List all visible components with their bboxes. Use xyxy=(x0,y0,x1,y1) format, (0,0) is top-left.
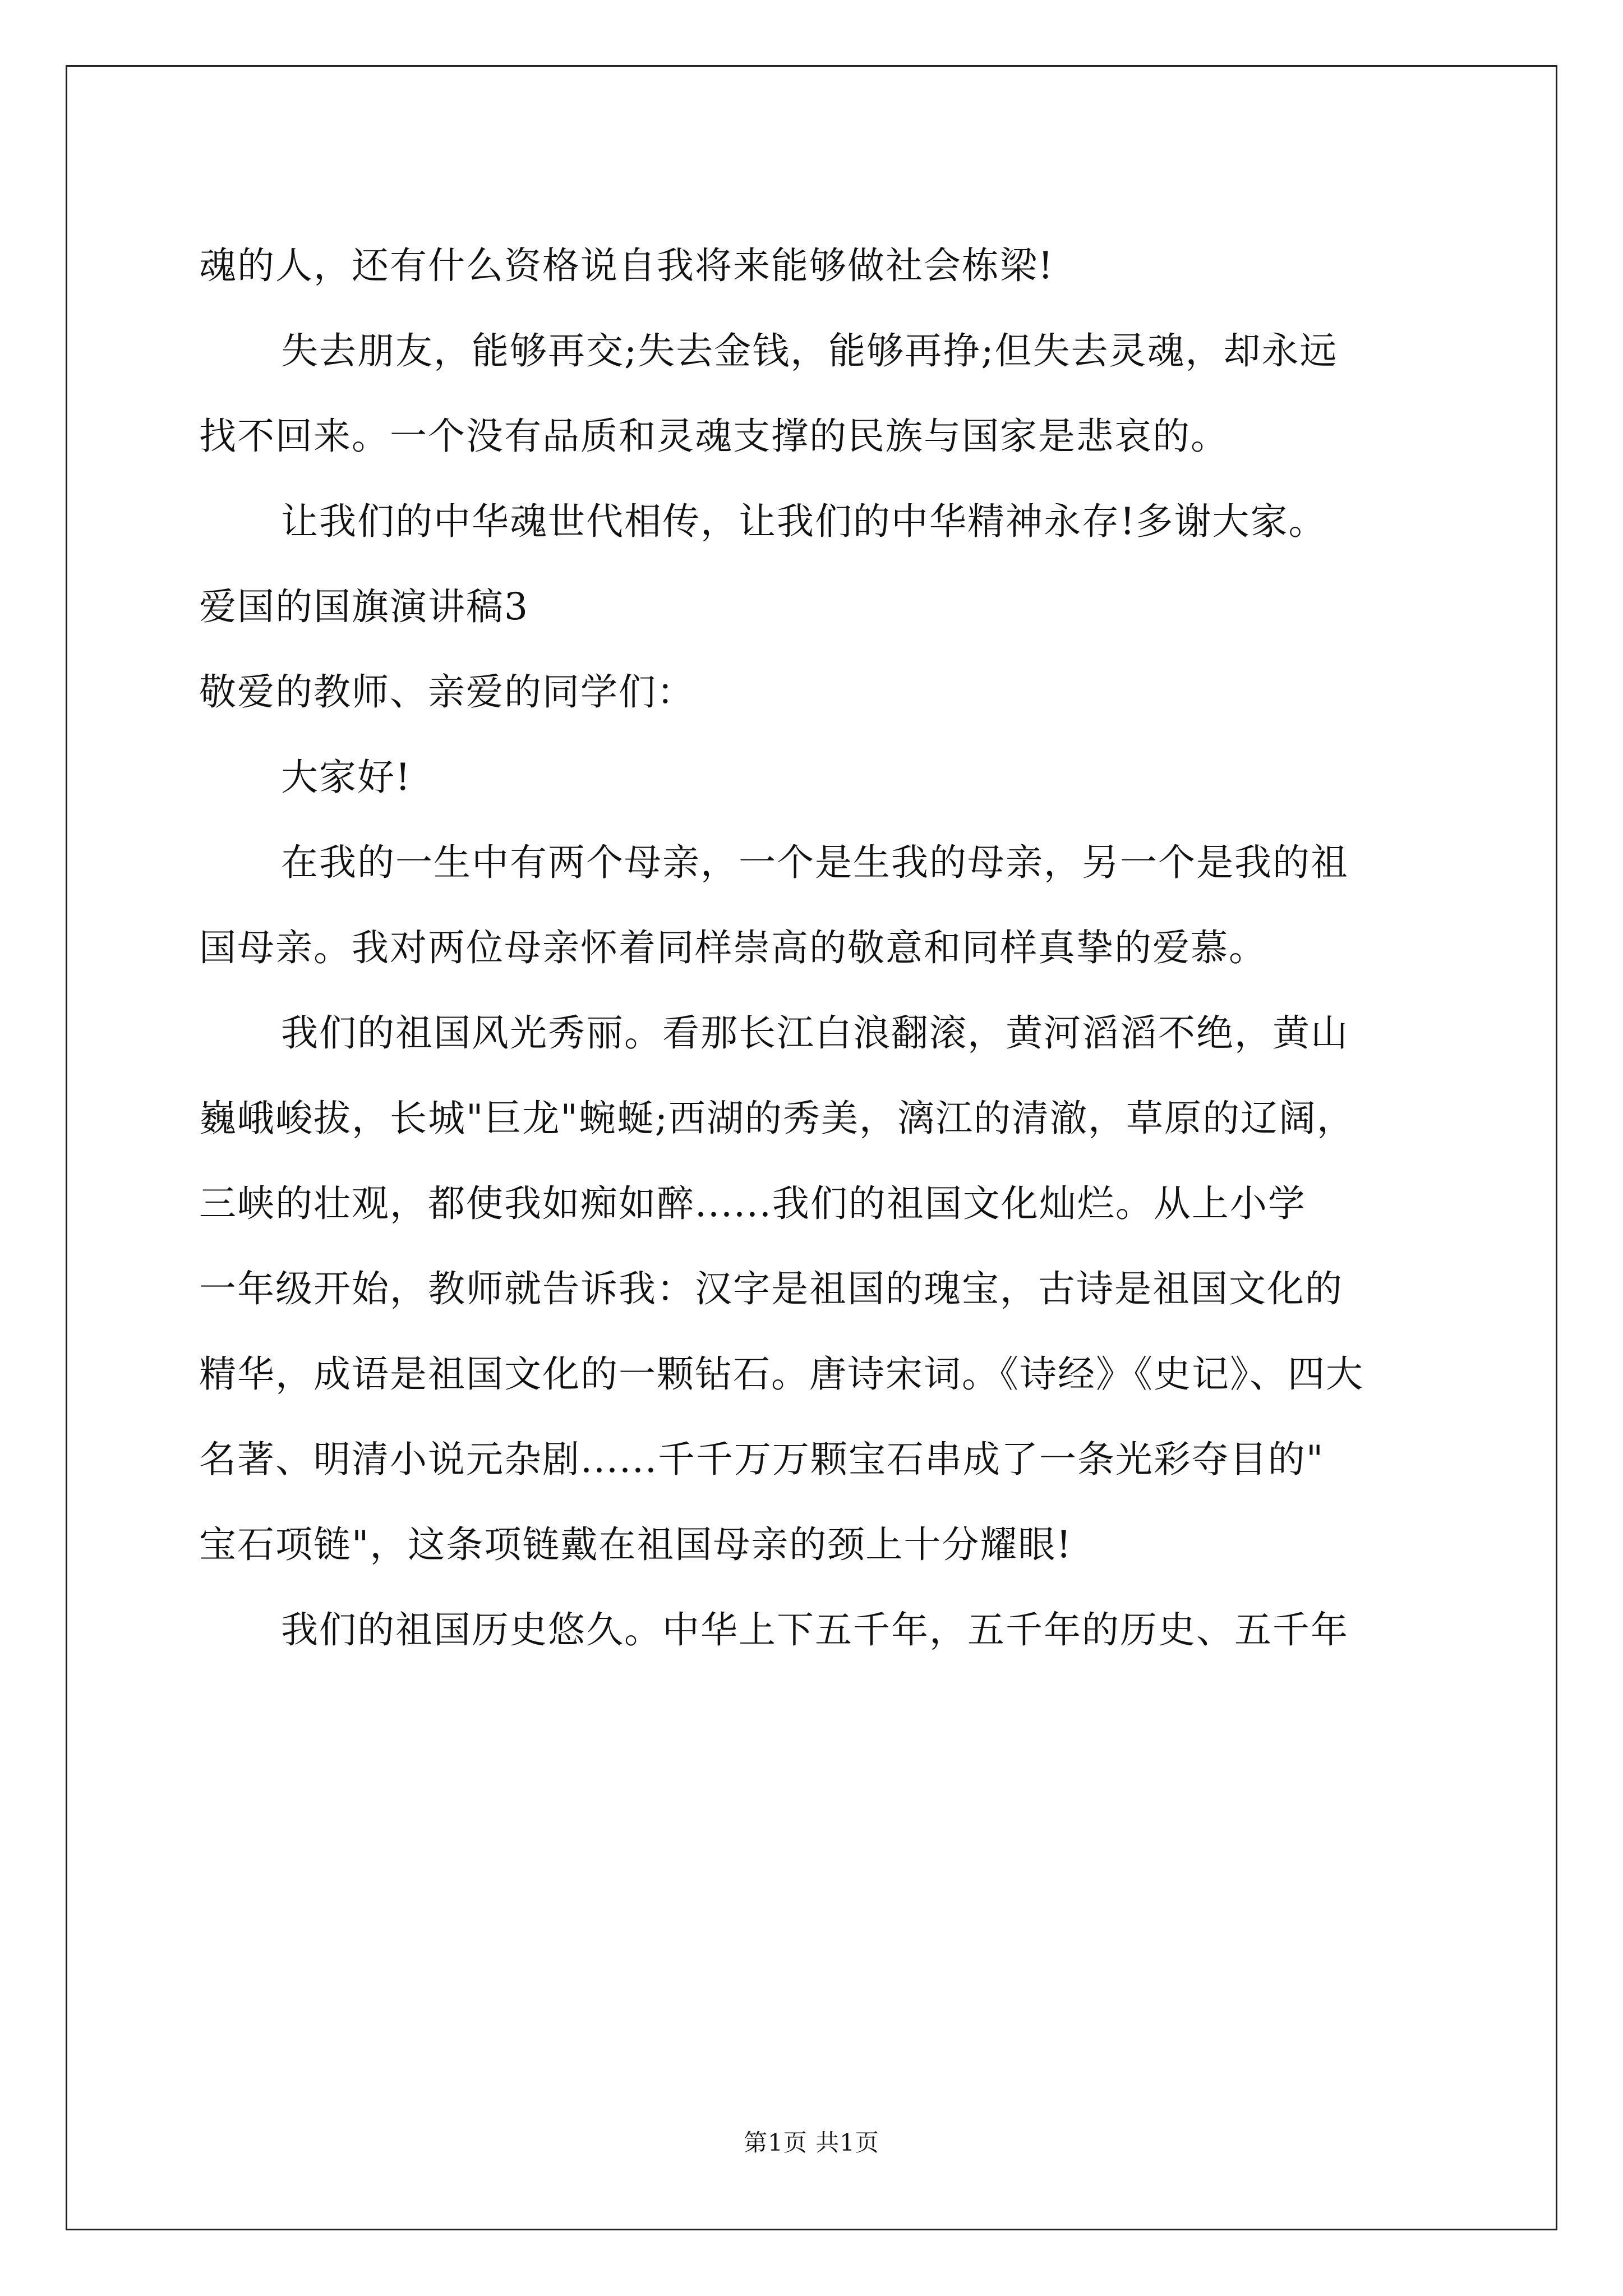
text-line: 爱国的国旗演讲稿3 xyxy=(199,585,529,628)
text-line: 敬爱的教师、亲爱的同学们： xyxy=(199,670,695,714)
text-line: 我们的祖国风光秀丽。看那长江白浪翻滚，黄河滔滔不绝，黄山 xyxy=(281,1011,1349,1055)
text-line: 找不回来。一个没有品质和灵魂支撑的民族与国家是悲哀的。 xyxy=(199,415,1229,458)
text-line: 国母亲。我对两位母亲怀着同样崇高的敬意和同样真挚的爱慕。 xyxy=(199,926,1267,969)
text-line: 魂的人，还有什么资格说自我将来能够做社会栋梁! xyxy=(199,244,1054,287)
text-line: 一年级开始，教师就告诉我：汉字是祖国的瑰宝，古诗是祖国文化的 xyxy=(199,1267,1343,1310)
text-line: 巍峨峻拔，长城"巨龙"蜿蜒;西湖的秀美，漓江的清澈，草原的辽阔， xyxy=(199,1097,1355,1140)
text-line: 三峡的壮观，都使我如痴如醉......我们的祖国文化灿烂。从上小学 xyxy=(199,1182,1306,1225)
text-line: 宝石项链"，这条项链戴在祖国母亲的颈上十分耀眼! xyxy=(199,1523,1072,1566)
text-line: 在我的一生中有两个母亲，一个是生我的母亲，另一个是我的祖 xyxy=(281,841,1349,884)
page-number-footer: 第1页 共1页 xyxy=(744,2129,879,2156)
text-line: 名著、明清小说元杂剧......千千万万颗宝石串成了一条光彩夺目的" xyxy=(199,1438,1325,1481)
text-line: 大家好! xyxy=(281,756,412,799)
text-line: 让我们的中华魂世代相传，让我们的中华精神永存!多谢大家。 xyxy=(281,500,1327,543)
document-body xyxy=(199,223,1433,1673)
text-line: 我们的祖国历史悠久。中华上下五千年，五千年的历史、五千年 xyxy=(281,1608,1349,1651)
text-line: 精华，成语是祖国文化的一颗钻石。唐诗宋词。《诗经》《史记》、四大 xyxy=(199,1352,1364,1396)
text-line: 失去朋友，能够再交;失去金钱，能够再挣;但失去灵魂，却永远 xyxy=(281,329,1338,372)
